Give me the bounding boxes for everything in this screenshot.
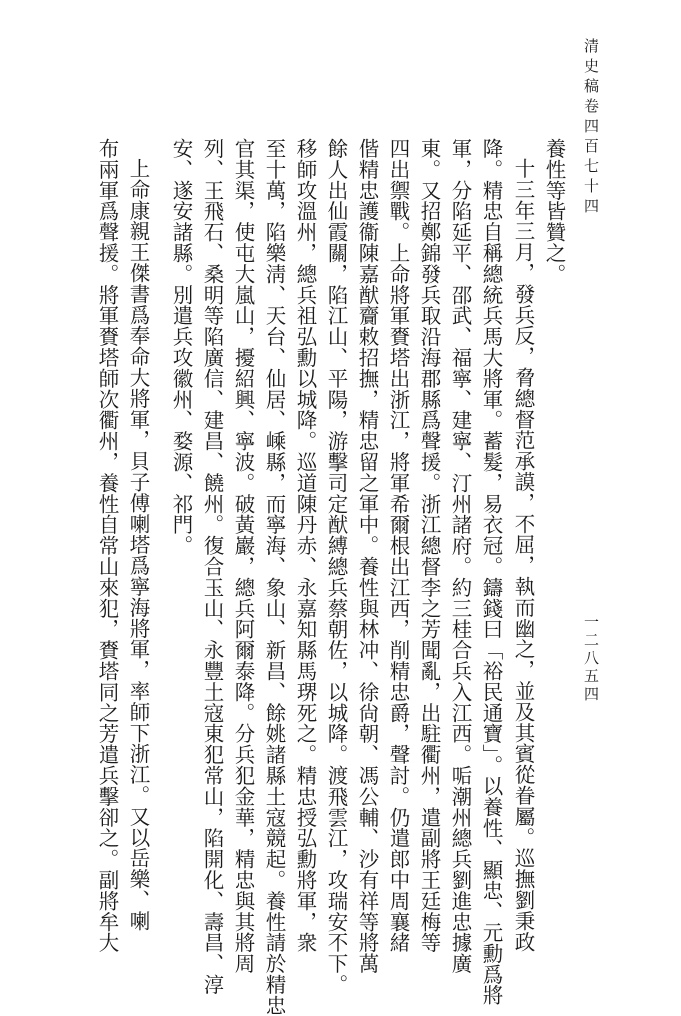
text-column-14: 上命康親王傑書爲奉命大將軍，貝子傅喇塔爲寧海將軍，率師下浙江。又以岳樂、喇 — [126, 158, 150, 932]
text-column-9: 移師攻溫州，總兵祖弘勳以城降。巡道陳丹赤、永嘉知縣馬琾死之。精忠授弘勳將軍，衆 — [293, 138, 317, 954]
text-column-7: 偕精忠護衞陳嘉猷齎敕招撫，精忠留之軍中。養性與林冲、徐尙朝、馮公輔、沙有祥等將萬 — [355, 138, 379, 974]
text-column-10: 至十萬，陷樂淸、天台、仙居、嵊縣，而寧海、象山、新昌、餘姚諸縣土寇競起。養性請於精忠 — [262, 138, 286, 1016]
text-column-5: 東。又招鄭錦發兵取沿海郡縣爲聲援。浙江總督李之芳聞亂，出駐衢州，遣副將王廷梅等 — [417, 138, 441, 954]
text-column-2: 十三年三月，發兵反，脅總督范承謨，不屈，執而幽之，並及其賓從眷屬。巡撫劉秉政 — [511, 158, 535, 953]
text-column-15: 布兩軍爲聲援。將軍賚塔師次衢州，養性自常山來犯，賚塔同之芳遣兵擊卻之。副將牟大 — [95, 138, 119, 954]
page-number: 一二八五四 — [582, 614, 600, 704]
text-column-1: 養性等皆贊之。 — [542, 138, 566, 285]
text-column-12: 列、王飛石、桑明等陷廣信、建昌、饒州。復合玉山、永豐土寇東犯常山，陷開化、壽昌、淳 — [200, 138, 224, 995]
text-column-6: 四出禦戰。上命將軍賚塔出浙江，將軍希爾根出江西，削精忠爵，聲討。仍遣郎中周襄緒 — [386, 138, 410, 954]
text-column-4: 軍，分陷延平、邵武、福寧、建寧、汀州諸府。約三桂合兵入江西。㖃潮州總兵劉進忠據廣 — [448, 138, 472, 974]
text-column-8: 餘人出仙霞關，陷江山、平陽，游擊司定猷縛總兵蔡朝佐，以城降。渡飛雲江，攻瑞安不下。 — [324, 138, 348, 995]
text-column-3: 降。精忠自稱總統兵馬大將軍。蓄髮，易衣冠。鑄錢曰「裕民通寶」。以養性、顯忠、元勳爲將 — [479, 138, 503, 1006]
text-column-13: 安、遂安諸縣。別遣兵攻徽州、婺源、祁門。 — [169, 138, 193, 556]
running-header-title: 清史稿卷四百七十四 — [582, 38, 600, 218]
text-column-11: 官其渠，使屯大嵐山，擾紹興、寧波。破黃巖，總兵阿爾泰降。分兵犯金華，精忠與其將周 — [231, 138, 255, 974]
